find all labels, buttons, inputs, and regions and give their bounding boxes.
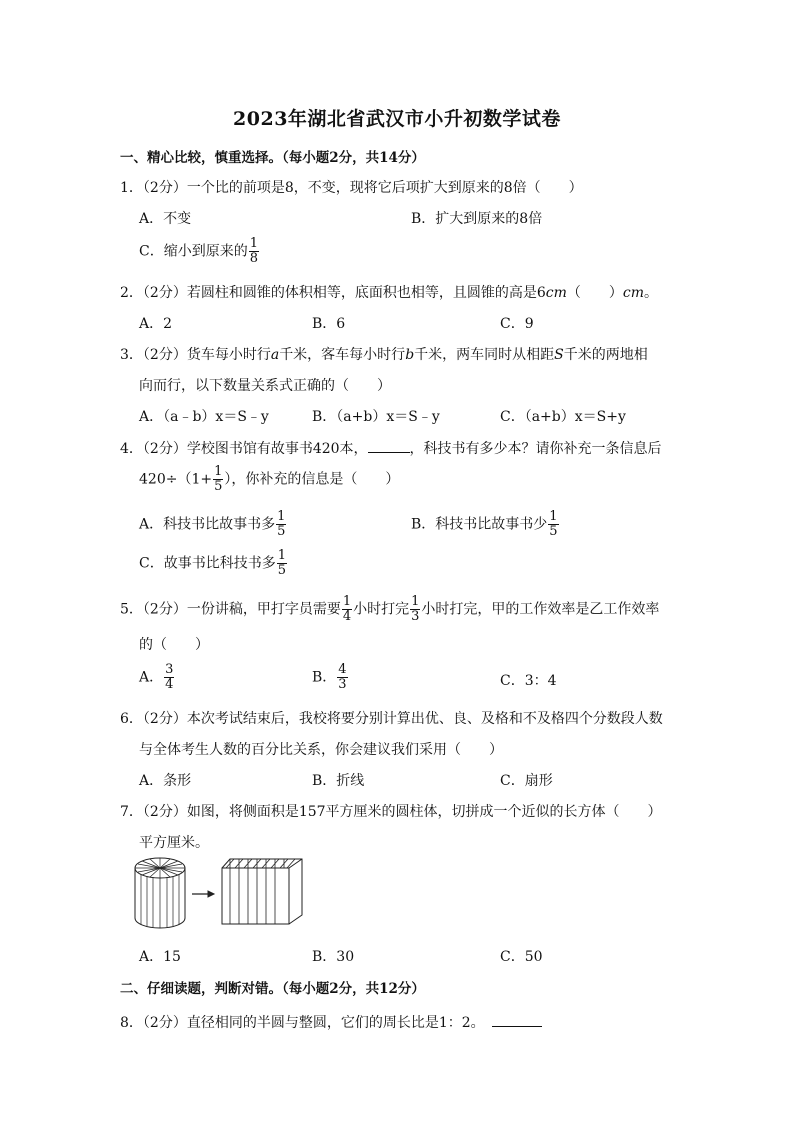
- q1-option-c-text: C．缩小到原来的: [139, 243, 248, 260]
- question-4-line-1: 4．（2分）学校图书馆有故事书420本， ，科技书有多少本？请你补充一条信息后: [120, 438, 662, 458]
- q2-option-b: B．6: [312, 316, 346, 332]
- q5-option-b: B． $\frac{4}{3}$: [312, 662, 347, 692]
- question-5-line-2: 的（ ）: [139, 637, 209, 653]
- question-7-line-2: 平方厘米。: [139, 835, 209, 851]
- question-8: 8．（2分）直径相同的半圆与整圆，它们的周长比是1：2。: [120, 1012, 542, 1032]
- q6-option-b: B．折线: [312, 773, 365, 789]
- question-6-line-1: 6．（2分）本次考试结束后，我校将要分别计算出优、良、及格和不及格四个分数段人数: [120, 711, 663, 727]
- fraction: $\frac{1}{5}$: [549, 509, 558, 539]
- q7-option-b: B．30: [312, 949, 355, 965]
- fraction: $\frac{4}{3}$: [338, 662, 347, 692]
- q1-option-c: [139, 237, 260, 266]
- section-1-heading: 一、精心比较，慎重选择。（每小题2分，共14分）: [120, 150, 425, 166]
- q5-option-a: A． $\frac{3}{4}$: [139, 662, 174, 692]
- question-3-line-1: 3．（2分）货车每小时行a千米，客车每小时行b千米，两车同时从相距S千米的两地相: [120, 347, 648, 363]
- question-7-line-1: 7．（2分）如图，将侧面积是157平方厘米的圆柱体，切拼成一个近似的长方体（ ）: [120, 804, 662, 820]
- q3-option-c: C．（a+b）x＝S+y: [500, 409, 626, 425]
- q2-option-a: A．2: [139, 316, 173, 332]
- q6-option-a: A．条形: [139, 773, 192, 789]
- section-2-heading: 二、仔细读题，判断对错。（每小题2分，共12分）: [120, 981, 425, 997]
- cuboid: [222, 859, 302, 924]
- fraction: $\frac{1}{5}$: [277, 548, 286, 578]
- q7-option-c: C．50: [500, 949, 543, 965]
- question-6-line-2: 与全体考生人数的百分比关系，你会建议我们采用（ ）: [139, 742, 503, 758]
- q7-option-a: A．15: [139, 949, 181, 965]
- q2-option-c: C．9: [500, 316, 534, 332]
- cylinder-to-cuboid-figure: [130, 854, 310, 932]
- fraction: $\frac{3}{4}$: [165, 662, 174, 692]
- q4-option-b: B．科技书比故事书少 $\frac{1}{5}$: [411, 509, 558, 539]
- page-title: 2023年湖北省武汉市小升初数学试卷: [233, 108, 561, 130]
- question-1: 1．（2分）一个比的前项是8，不变，现将它后项扩大到原来的8倍（ ）: [120, 180, 583, 196]
- arrow-icon: [192, 891, 214, 897]
- q6-option-c: C．扇形: [500, 773, 553, 789]
- answer-blank[interactable]: [492, 1012, 542, 1027]
- fraction: $\frac{1}{5}$: [214, 464, 223, 494]
- q1-option-a: A．不变: [139, 211, 192, 227]
- question-5-line-1: 5．（2分）一份讲稿，甲打字员需要 $\frac{1}{4}$ 小时打完 $\frac{1}{3}$ 小时打完，甲的工作效率是乙工作效率: [120, 594, 660, 624]
- answer-blank[interactable]: [368, 438, 410, 453]
- question-2: 2．（2分）若圆柱和圆锥的体积相等，底面积也相等，且圆锥的高是6cm（ ）cm。: [120, 285, 658, 301]
- q4-option-a: A．科技书比故事书多 $\frac{1}{5}$: [139, 509, 286, 539]
- q3-option-a: A．（a﹣b）x＝S﹣y: [139, 409, 269, 425]
- question-4-line-2: 420÷（1+ $\frac{1}{5}$ ），你补充的信息是（ ）: [139, 464, 400, 494]
- q1-option-b: B．扩大到原来的8倍: [411, 211, 543, 227]
- q5-option-c: C．3：4: [500, 673, 557, 689]
- fraction: $\frac{1}{5}$: [277, 509, 286, 539]
- question-3-line-2: 向而行，以下数量关系式正确的（ ）: [139, 378, 391, 394]
- fraction: $\frac{1}{8}$: [249, 236, 258, 266]
- fraction: $\frac{1}{3}$: [411, 594, 420, 624]
- q3-option-b: B．（a+b）x＝S﹣y: [312, 409, 440, 425]
- q4-option-c: C．故事书比科技书多 $\frac{1}{5}$: [139, 548, 286, 578]
- cylinder: [135, 858, 185, 928]
- fraction: $\frac{1}{4}$: [342, 594, 352, 624]
